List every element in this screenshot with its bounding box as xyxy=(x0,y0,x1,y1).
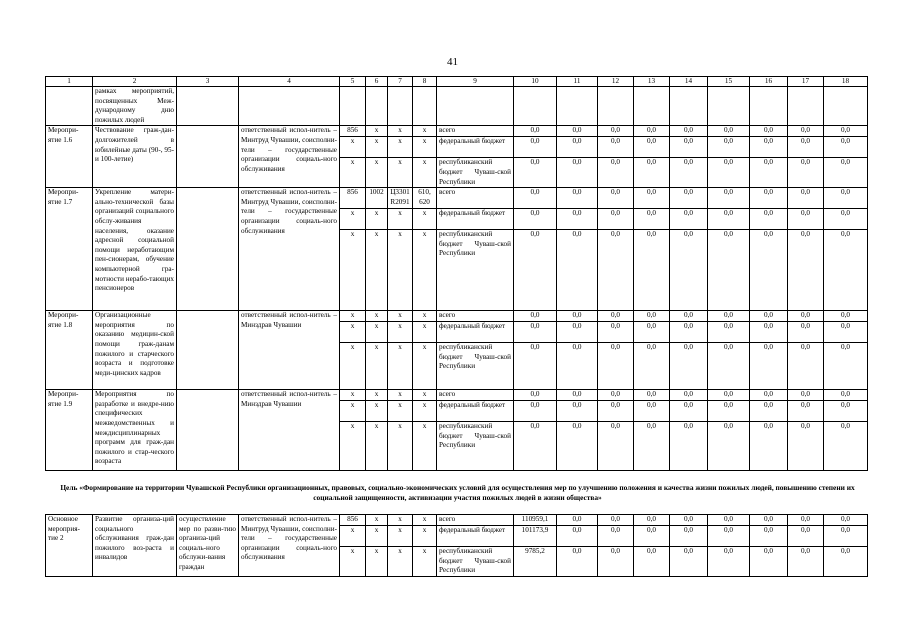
value-cell: 0,0 xyxy=(598,322,634,343)
value-cell: 0,0 xyxy=(750,209,788,230)
value-cell: 0,0 xyxy=(557,515,598,526)
code-cell: x xyxy=(366,526,388,547)
value-cell: 0,0 xyxy=(788,137,824,158)
value-cell: 0,0 xyxy=(824,547,868,577)
source-cell: всего xyxy=(437,311,514,322)
indicator-cell xyxy=(177,311,239,390)
source-cell: всего xyxy=(437,126,514,137)
value-cell: 0,0 xyxy=(634,401,670,422)
code-cell: x xyxy=(413,126,437,137)
empty-cell xyxy=(239,87,340,126)
code-cell: x xyxy=(366,137,388,158)
value-cell: 0,0 xyxy=(634,390,670,401)
value-cell: 0,0 xyxy=(750,188,788,209)
value-cell: 0,0 xyxy=(598,158,634,188)
value-cell: 0,0 xyxy=(788,343,824,390)
value-cell: 0,0 xyxy=(634,137,670,158)
source-cell: республиканский бюджет Чуваш-ской Республики xyxy=(437,547,514,577)
value-cell: 0,0 xyxy=(514,230,557,311)
table-row xyxy=(46,188,868,209)
code-cell: x xyxy=(366,158,388,188)
value-cell: 0,0 xyxy=(824,126,868,137)
value-cell: 0,0 xyxy=(708,137,750,158)
code-cell: x xyxy=(413,401,437,422)
value-cell: 0,0 xyxy=(598,401,634,422)
code-cell: x xyxy=(340,311,366,322)
event-name-cell: Укрепление матери-ально-технической базы организаций социального обслу-живания населения, оказание адресной социальной помощи неработающим пен-сионерам, обучение компьютерной гра-мотности нерабо-тающих пенсионеров xyxy=(93,188,177,311)
indicator-cell xyxy=(177,188,239,311)
code-cell: x xyxy=(388,390,413,401)
page-number: 41 xyxy=(447,56,458,68)
value-cell: 0,0 xyxy=(788,422,824,471)
code-cell: x xyxy=(340,137,366,158)
value-cell: 0,0 xyxy=(598,311,634,322)
source-cell: федеральный бюджет xyxy=(437,322,514,343)
value-cell: 0,0 xyxy=(598,126,634,137)
code-cell: x xyxy=(340,209,366,230)
value-cell: 0,0 xyxy=(598,343,634,390)
value-cell: 0,0 xyxy=(598,137,634,158)
value-cell: 0,0 xyxy=(634,311,670,322)
code-cell: x xyxy=(366,322,388,343)
code-cell: x xyxy=(388,158,413,188)
value-cell: 0,0 xyxy=(708,547,750,577)
value-cell: 0,0 xyxy=(824,137,868,158)
value-cell: 0,0 xyxy=(634,422,670,471)
value-cell: 0,0 xyxy=(557,526,598,547)
value-cell: 0,0 xyxy=(788,515,824,526)
code-cell: 610, 620 xyxy=(413,188,437,209)
value-cell: 0,0 xyxy=(670,322,708,343)
value-cell: 0,0 xyxy=(634,158,670,188)
value-cell: 0,0 xyxy=(598,515,634,526)
value-cell: 110959,1 xyxy=(514,515,557,526)
value-cell: 0,0 xyxy=(514,422,557,471)
value-cell: 0,0 xyxy=(514,343,557,390)
value-cell: 0,0 xyxy=(824,526,868,547)
empty-cell xyxy=(750,87,788,126)
value-cell: 0,0 xyxy=(557,322,598,343)
value-cell: 0,0 xyxy=(824,343,868,390)
executor-cell: ответственный испол-нитель – Минздрав Чувашии xyxy=(239,390,340,471)
code-cell: x xyxy=(388,547,413,577)
executor-cell: ответственный испол-нитель – Минтруд Чувашии, соисполни-тели – государственные организации социаль-ного обслуживания xyxy=(239,126,340,188)
event-name-cell: рамках мероприятий, посвященных Меж-дународному дню пожилых людей xyxy=(93,87,177,126)
value-cell: 0,0 xyxy=(788,158,824,188)
value-cell: 0,0 xyxy=(598,526,634,547)
code-cell: x xyxy=(366,126,388,137)
code-cell: x xyxy=(413,515,437,526)
value-cell: 0,0 xyxy=(557,158,598,188)
code-cell: x xyxy=(413,137,437,158)
value-cell: 0,0 xyxy=(670,209,708,230)
value-cell: 0,0 xyxy=(750,526,788,547)
value-cell: 0,0 xyxy=(557,343,598,390)
value-cell: 0,0 xyxy=(557,547,598,577)
code-cell: x xyxy=(340,401,366,422)
value-cell: 0,0 xyxy=(708,422,750,471)
table-row xyxy=(46,515,868,526)
value-cell: 0,0 xyxy=(708,515,750,526)
header-cell: 5 xyxy=(340,77,366,87)
code-cell: x xyxy=(388,311,413,322)
source-cell: республиканский бюджет Чуваш-ской Республики xyxy=(437,230,514,311)
code-cell: x xyxy=(340,158,366,188)
value-cell: 0,0 xyxy=(670,526,708,547)
event-id-cell: Меропри-ятие 1.9 xyxy=(46,390,93,471)
value-cell: 0,0 xyxy=(514,401,557,422)
code-cell: 856 xyxy=(340,126,366,137)
value-cell: 0,0 xyxy=(824,515,868,526)
value-cell: 0,0 xyxy=(514,126,557,137)
value-cell: 0,0 xyxy=(788,209,824,230)
code-cell: Ц3301 R2091 xyxy=(388,188,413,209)
code-cell: x xyxy=(366,401,388,422)
value-cell: 0,0 xyxy=(708,526,750,547)
value-cell: 0,0 xyxy=(750,343,788,390)
event-id-cell: Меропри-ятие 1.7 xyxy=(46,188,93,311)
header-cell: 17 xyxy=(788,77,824,87)
code-cell: x xyxy=(340,422,366,471)
value-cell: 0,0 xyxy=(514,188,557,209)
code-cell: x xyxy=(388,209,413,230)
value-cell: 0,0 xyxy=(824,158,868,188)
code-cell: 856 xyxy=(340,515,366,526)
value-cell: 0,0 xyxy=(824,322,868,343)
value-cell: 0,0 xyxy=(557,422,598,471)
value-cell: 0,0 xyxy=(634,230,670,311)
value-cell: 0,0 xyxy=(634,126,670,137)
empty-cell xyxy=(437,87,514,126)
value-cell: 0,0 xyxy=(750,158,788,188)
value-cell: 0,0 xyxy=(557,311,598,322)
event-name-cell: Развитие организа-ций социального обслуживания граж-дан пожилого воз-раста и инвалидов xyxy=(93,515,177,577)
empty-cell xyxy=(177,87,239,126)
header-cell: 3 xyxy=(177,77,239,87)
header-cell: 13 xyxy=(634,77,670,87)
source-cell: республиканский бюджет Чуваш-ской Республики xyxy=(437,422,514,471)
value-cell: 0,0 xyxy=(824,390,868,401)
value-cell: 0,0 xyxy=(750,401,788,422)
value-cell: 0,0 xyxy=(708,188,750,209)
value-cell: 0,0 xyxy=(598,390,634,401)
code-cell: x xyxy=(388,401,413,422)
header-cell: 12 xyxy=(598,77,634,87)
source-cell: федеральный бюджет xyxy=(437,209,514,230)
source-cell: федеральный бюджет xyxy=(437,526,514,547)
empty-cell xyxy=(340,87,366,126)
source-cell: федеральный бюджет xyxy=(437,137,514,158)
value-cell: 0,0 xyxy=(788,230,824,311)
value-cell: 0,0 xyxy=(750,422,788,471)
value-cell: 9785,2 xyxy=(514,547,557,577)
code-cell: x xyxy=(413,230,437,311)
value-cell: 0,0 xyxy=(708,126,750,137)
value-cell: 0,0 xyxy=(634,547,670,577)
value-cell: 0,0 xyxy=(708,401,750,422)
value-cell: 0,0 xyxy=(634,209,670,230)
code-cell: x xyxy=(388,515,413,526)
value-cell: 101173,9 xyxy=(514,526,557,547)
value-cell: 0,0 xyxy=(788,311,824,322)
event-name-cell: Организационные мероприятия по оказанию медицин-ской помощи граж-данам пожилого и старческого возраста и подготовке меди-цинских кадров xyxy=(93,311,177,390)
value-cell: 0,0 xyxy=(750,126,788,137)
code-cell: x xyxy=(413,209,437,230)
empty-cell xyxy=(413,87,437,126)
value-cell: 0,0 xyxy=(708,209,750,230)
value-cell: 0,0 xyxy=(634,343,670,390)
source-cell: всего xyxy=(437,515,514,526)
empty-cell xyxy=(46,87,93,126)
value-cell: 0,0 xyxy=(788,401,824,422)
value-cell: 0,0 xyxy=(788,322,824,343)
value-cell: 0,0 xyxy=(750,311,788,322)
value-cell: 0,0 xyxy=(670,515,708,526)
value-cell: 0,0 xyxy=(557,188,598,209)
value-cell: 0,0 xyxy=(557,209,598,230)
value-cell: 0,0 xyxy=(824,209,868,230)
value-cell: 0,0 xyxy=(824,401,868,422)
value-cell: 0,0 xyxy=(708,158,750,188)
value-cell: 0,0 xyxy=(557,126,598,137)
empty-cell xyxy=(708,87,750,126)
value-cell: 0,0 xyxy=(708,311,750,322)
value-cell: 0,0 xyxy=(514,322,557,343)
value-cell: 0,0 xyxy=(634,188,670,209)
code-cell: x xyxy=(388,322,413,343)
value-cell: 0,0 xyxy=(788,126,824,137)
value-cell: 0,0 xyxy=(598,547,634,577)
header-cell: 8 xyxy=(413,77,437,87)
goal-title: Цель «Формирование на территории Чувашской Республики организационных, правовых, социально-экономических условий для осуществления мер по улучшению положения и качества жизни пожилых людей, повышению степени их социальной защищенности, активизации участия пожилых людей в жизни общества» xyxy=(60,483,855,502)
code-cell: x xyxy=(413,390,437,401)
code-cell: x xyxy=(413,158,437,188)
empty-cell xyxy=(598,87,634,126)
code-cell: x xyxy=(366,311,388,322)
value-cell: 0,0 xyxy=(670,422,708,471)
table-row xyxy=(46,126,868,137)
source-cell: всего xyxy=(437,390,514,401)
event-name-cell: Мероприятия по разработке и внедре-нию специфических межведомственных и междисциплинарных программ для граж-дан пожилого и стар-ческого возраста xyxy=(93,390,177,471)
value-cell: 0,0 xyxy=(708,230,750,311)
header-cell: 2 xyxy=(93,77,177,87)
value-cell: 0,0 xyxy=(750,390,788,401)
empty-cell xyxy=(634,87,670,126)
empty-cell xyxy=(788,87,824,126)
code-cell: x xyxy=(366,422,388,471)
value-cell: 0,0 xyxy=(557,230,598,311)
value-cell: 0,0 xyxy=(750,137,788,158)
header-cell: 18 xyxy=(824,77,868,87)
value-cell: 0,0 xyxy=(598,230,634,311)
value-cell: 0,0 xyxy=(708,322,750,343)
value-cell: 0,0 xyxy=(670,137,708,158)
code-cell: x xyxy=(388,422,413,471)
code-cell: x xyxy=(388,526,413,547)
value-cell: 0,0 xyxy=(514,158,557,188)
code-cell: x xyxy=(340,390,366,401)
value-cell: 0,0 xyxy=(750,515,788,526)
value-cell: 0,0 xyxy=(514,137,557,158)
value-cell: 0,0 xyxy=(598,188,634,209)
source-cell: республиканский бюджет Чуваш-ской Республики xyxy=(437,343,514,390)
header-cell: 1 xyxy=(46,77,93,87)
header-row xyxy=(46,77,868,87)
executor-cell: ответственный испол-нитель – Минздрав Чувашии xyxy=(239,311,340,390)
table-row xyxy=(46,311,868,322)
value-cell: 0,0 xyxy=(514,390,557,401)
code-cell: x xyxy=(413,311,437,322)
header-cell: 10 xyxy=(514,77,557,87)
empty-cell xyxy=(366,87,388,126)
value-cell: 0,0 xyxy=(750,322,788,343)
code-cell: x xyxy=(413,422,437,471)
empty-cell xyxy=(388,87,413,126)
code-cell: x xyxy=(340,526,366,547)
budget-table-goal xyxy=(45,514,868,577)
value-cell: 0,0 xyxy=(670,547,708,577)
value-cell: 0,0 xyxy=(598,422,634,471)
empty-cell xyxy=(670,87,708,126)
value-cell: 0,0 xyxy=(634,322,670,343)
event-name-cell: Чествование граж-дан-долгожителей в юбилейные даты (90-, 95- и 100-летие) xyxy=(93,126,177,188)
header-cell: 7 xyxy=(388,77,413,87)
header-cell: 6 xyxy=(366,77,388,87)
value-cell: 0,0 xyxy=(670,158,708,188)
code-cell: x xyxy=(340,230,366,311)
code-cell: x xyxy=(388,137,413,158)
value-cell: 0,0 xyxy=(788,526,824,547)
continuation-row xyxy=(46,87,868,126)
header-cell: 9 xyxy=(437,77,514,87)
value-cell: 0,0 xyxy=(824,311,868,322)
value-cell: 0,0 xyxy=(514,209,557,230)
value-cell: 0,0 xyxy=(708,343,750,390)
code-cell: x xyxy=(366,515,388,526)
code-cell: x xyxy=(340,343,366,390)
header-cell: 11 xyxy=(557,77,598,87)
code-cell: x xyxy=(366,230,388,311)
indicator-cell xyxy=(177,126,239,188)
value-cell: 0,0 xyxy=(598,209,634,230)
code-cell: x xyxy=(366,547,388,577)
code-cell: x xyxy=(340,322,366,343)
value-cell: 0,0 xyxy=(670,390,708,401)
indicator-cell: осуществление мер по разви-тию организа-ций социаль-ного обслужи-вания граждан xyxy=(177,515,239,577)
empty-cell xyxy=(514,87,557,126)
source-cell: федеральный бюджет xyxy=(437,401,514,422)
value-cell: 0,0 xyxy=(824,188,868,209)
value-cell: 0,0 xyxy=(824,422,868,471)
empty-cell xyxy=(824,87,868,126)
code-cell: x xyxy=(366,209,388,230)
code-cell: x xyxy=(388,126,413,137)
code-cell: x xyxy=(413,526,437,547)
code-cell: x xyxy=(340,547,366,577)
value-cell: 0,0 xyxy=(670,230,708,311)
value-cell: 0,0 xyxy=(824,230,868,311)
value-cell: 0,0 xyxy=(670,401,708,422)
value-cell: 0,0 xyxy=(557,137,598,158)
source-cell: республиканский бюджет Чуваш-ской Республики xyxy=(437,158,514,188)
code-cell: x xyxy=(388,343,413,390)
table-row xyxy=(46,390,868,401)
value-cell: 0,0 xyxy=(750,547,788,577)
indicator-cell xyxy=(177,390,239,471)
value-cell: 0,0 xyxy=(514,311,557,322)
code-cell: 1002 xyxy=(366,188,388,209)
value-cell: 0,0 xyxy=(788,390,824,401)
value-cell: 0,0 xyxy=(634,526,670,547)
code-cell: x xyxy=(366,343,388,390)
event-id-cell: Меропри-ятие 1.6 xyxy=(46,126,93,188)
value-cell: 0,0 xyxy=(670,311,708,322)
header-cell: 4 xyxy=(239,77,340,87)
code-cell: x xyxy=(366,390,388,401)
empty-cell xyxy=(557,87,598,126)
header-cell: 15 xyxy=(708,77,750,87)
value-cell: 0,0 xyxy=(557,401,598,422)
value-cell: 0,0 xyxy=(670,343,708,390)
code-cell: x xyxy=(413,547,437,577)
header-cell: 16 xyxy=(750,77,788,87)
value-cell: 0,0 xyxy=(670,126,708,137)
code-cell: 856 xyxy=(340,188,366,209)
value-cell: 0,0 xyxy=(788,547,824,577)
event-id-cell: Основное мероприя-тие 2 xyxy=(46,515,93,577)
executor-cell: ответственный испол-нитель – Минтруд Чувашии, соисполни-тели – государственные организации социаль-ного обслуживания xyxy=(239,188,340,311)
code-cell: x xyxy=(388,230,413,311)
event-id-cell: Меропри-ятие 1.8 xyxy=(46,311,93,390)
value-cell: 0,0 xyxy=(670,188,708,209)
value-cell: 0,0 xyxy=(788,188,824,209)
budget-table xyxy=(45,76,868,471)
code-cell: x xyxy=(413,322,437,343)
value-cell: 0,0 xyxy=(708,390,750,401)
executor-cell: ответственный испол-нитель – Минтруд Чувашии, соисполни-тели – государственные организации социаль-ного обслуживания xyxy=(239,515,340,577)
value-cell: 0,0 xyxy=(750,230,788,311)
code-cell: x xyxy=(413,343,437,390)
header-cell: 14 xyxy=(670,77,708,87)
value-cell: 0,0 xyxy=(634,515,670,526)
value-cell: 0,0 xyxy=(557,390,598,401)
source-cell: всего xyxy=(437,188,514,209)
